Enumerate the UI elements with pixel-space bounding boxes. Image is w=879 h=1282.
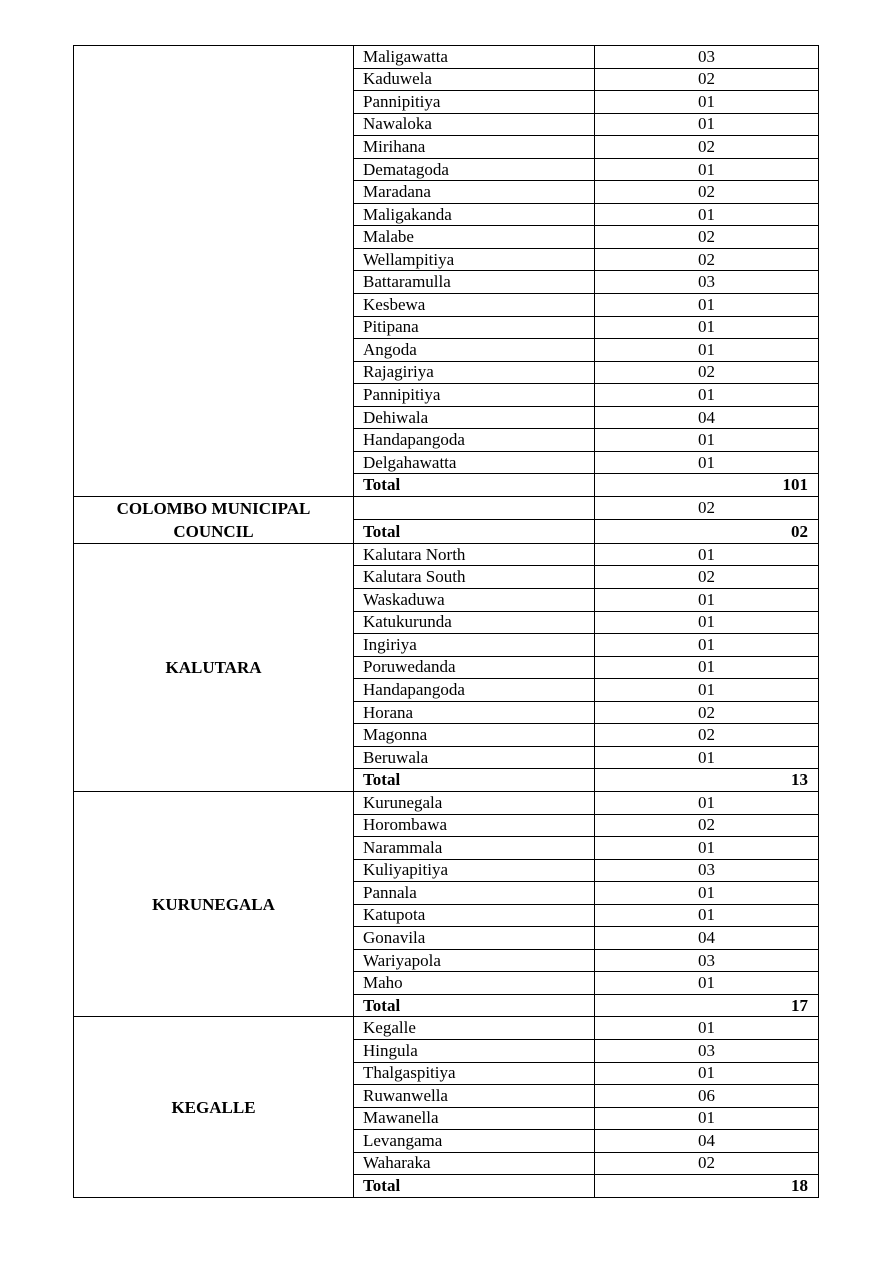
total-value-cell: 101 [595,474,819,497]
area-name-cell: Dehiwala [354,406,595,429]
area-count-cell: 02 [595,566,819,589]
area-count-cell: 02 [595,701,819,724]
area-name-cell: Levangama [354,1130,595,1153]
total-value-cell: 13 [595,769,819,792]
area-count-cell: 01 [595,91,819,114]
area-name-cell: Ingiriya [354,634,595,657]
area-count-cell: 02 [595,68,819,91]
district-cell: KALUTARA [74,543,354,791]
area-name-cell: Horana [354,701,595,724]
area-count-cell: 02 [595,226,819,249]
area-count-cell: 01 [595,384,819,407]
total-label-cell: Total [354,994,595,1017]
area-count-cell: 02 [595,361,819,384]
total-value-cell: 17 [595,994,819,1017]
area-count-cell: 01 [595,429,819,452]
total-value-cell: 18 [595,1175,819,1198]
area-name-cell: Katukurunda [354,611,595,634]
area-count-cell: 01 [595,589,819,612]
area-name-cell: Kegalle [354,1017,595,1040]
area-name-cell: Mirihana [354,136,595,159]
area-name-cell: Gonavila [354,927,595,950]
area-count-cell: 06 [595,1085,819,1108]
table-row [74,543,819,566]
area-count-cell: 01 [595,1107,819,1130]
area-count-cell: 01 [595,543,819,566]
area-name-cell: Beruwala [354,746,595,769]
area-count-cell: 01 [595,113,819,136]
area-name-cell: Pannipitiya [354,384,595,407]
area-name-cell: Pannala [354,882,595,905]
district-area-table [73,45,819,1198]
area-name-cell: Hingula [354,1039,595,1062]
district-cell [74,46,354,497]
area-name-cell: Maligakanda [354,203,595,226]
table-row [74,496,819,520]
area-count-cell: 04 [595,406,819,429]
area-name-cell: Wariyapola [354,949,595,972]
area-name-cell: Kaduwela [354,68,595,91]
area-count-cell: 01 [595,904,819,927]
total-label-cell: Total [354,1175,595,1198]
area-count-cell: 02 [595,181,819,204]
area-name-cell: Maradana [354,181,595,204]
area-count-cell: 01 [595,451,819,474]
area-name-cell: Narammala [354,837,595,860]
area-name-cell: Magonna [354,724,595,747]
district-cell: KURUNEGALA [74,791,354,1016]
area-count-cell: 01 [595,837,819,860]
area-count-cell: 01 [595,294,819,317]
area-count-cell: 04 [595,1130,819,1153]
area-count-cell: 01 [595,791,819,814]
area-count-cell: 02 [595,248,819,271]
district-cell: KEGALLE [74,1017,354,1197]
area-count-cell: 02 [595,814,819,837]
area-name-cell: Dematagoda [354,158,595,181]
area-count-cell: 01 [595,656,819,679]
area-count-cell: 03 [595,859,819,882]
area-name-cell: Kesbewa [354,294,595,317]
area-count-cell: 01 [595,634,819,657]
area-count-cell: 03 [595,46,819,69]
area-count-cell: 01 [595,611,819,634]
area-name-cell: Mawanella [354,1107,595,1130]
area-name-cell: Nawaloka [354,113,595,136]
area-name-cell: Waskaduwa [354,589,595,612]
area-name-cell: Maligawatta [354,46,595,69]
area-name-cell: Handapangoda [354,679,595,702]
area-name-cell: Maho [354,972,595,995]
area-name-cell: Pitipana [354,316,595,339]
total-value-cell: 02 [595,520,819,544]
area-count-cell: 04 [595,927,819,950]
area-count-cell: 01 [595,1017,819,1040]
area-name-cell: Wellampitiya [354,248,595,271]
total-label-cell: Total [354,474,595,497]
area-name-cell: Rajagiriya [354,361,595,384]
area-name-cell: Kurunegala [354,791,595,814]
area-name-cell: Delgahawatta [354,451,595,474]
table-body [74,46,819,1198]
area-count-cell: 03 [595,1039,819,1062]
area-name-cell: Ruwanwella [354,1085,595,1108]
area-name-cell: Poruwedanda [354,656,595,679]
area-name-cell: Kalutara South [354,566,595,589]
area-name-cell: Malabe [354,226,595,249]
area-count-cell: 01 [595,746,819,769]
table-row [74,1017,819,1040]
area-count-cell: 01 [595,679,819,702]
area-count-cell: 01 [595,339,819,362]
area-count-cell: 01 [595,158,819,181]
area-name-cell: Battaramulla [354,271,595,294]
total-label-cell: Total [354,769,595,792]
area-count-cell: 03 [595,271,819,294]
area-name-cell: Waharaka [354,1152,595,1175]
area-count-cell: 02 [595,496,819,520]
table-row [74,46,819,69]
area-count-cell: 02 [595,1152,819,1175]
area-count-cell: 01 [595,972,819,995]
area-name-cell: Thalgaspitiya [354,1062,595,1085]
area-name-cell: Kalutara North [354,543,595,566]
area-count-cell: 01 [595,1062,819,1085]
total-label-cell: Total [354,520,595,544]
area-name-cell: Horombawa [354,814,595,837]
area-name-cell: Kuliyapitiya [354,859,595,882]
area-count-cell: 02 [595,136,819,159]
area-count-cell: 02 [595,724,819,747]
area-count-cell: 01 [595,316,819,339]
area-name-cell: Handapangoda [354,429,595,452]
area-name-cell: Pannipitiya [354,91,595,114]
area-name-cell [354,496,595,520]
area-name-cell: Angoda [354,339,595,362]
area-name-cell: Katupota [354,904,595,927]
district-cell: COLOMBO MUNICIPAL COUNCIL [74,496,354,543]
area-count-cell: 01 [595,203,819,226]
area-count-cell: 01 [595,882,819,905]
table-row [74,791,819,814]
area-count-cell: 03 [595,949,819,972]
